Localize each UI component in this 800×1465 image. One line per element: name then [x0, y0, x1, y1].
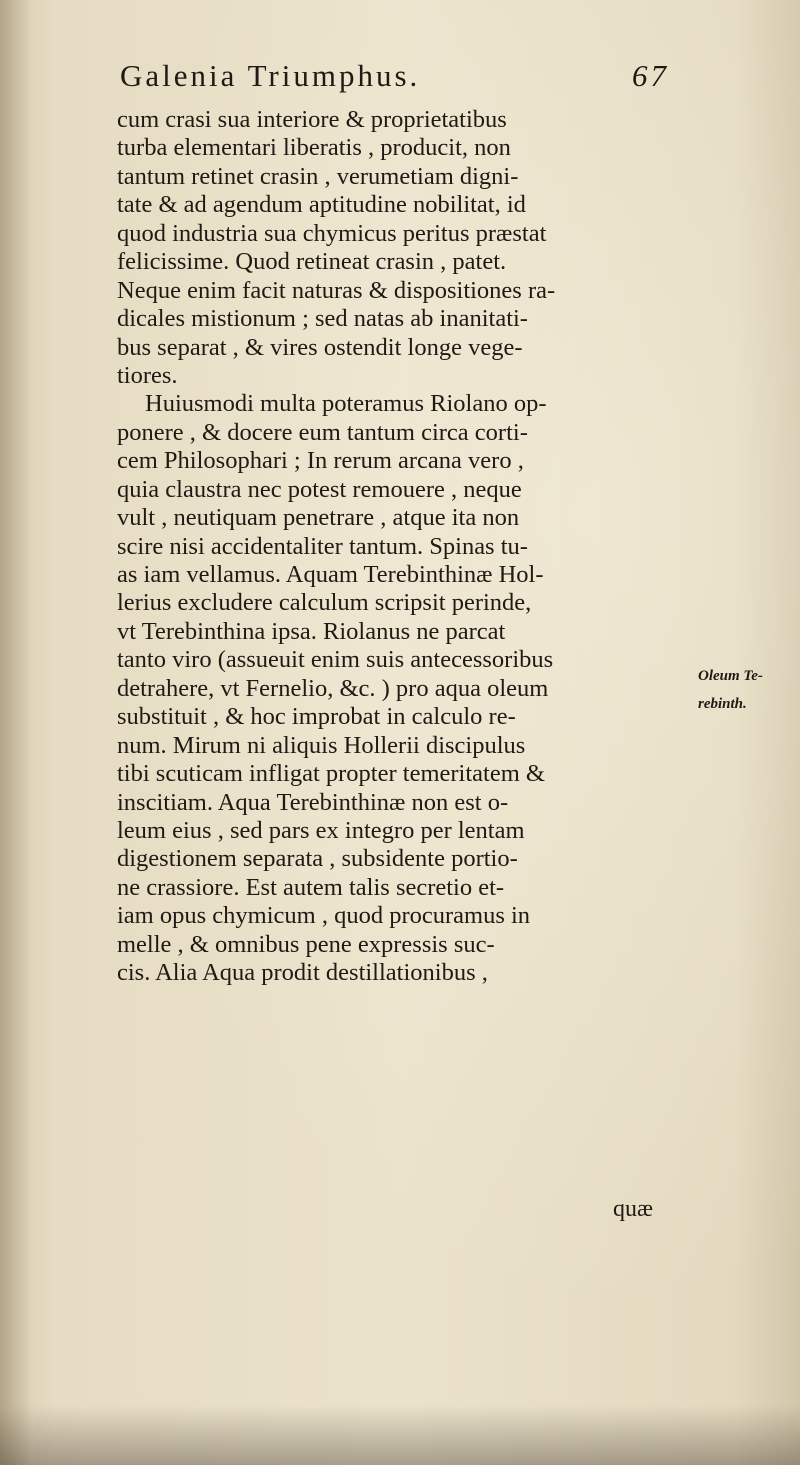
text-line: tibi scuticam infligat propter temeritatem &: [117, 760, 545, 788]
text-line: Neque enim facit naturas & dispositiones ra-: [117, 276, 556, 304]
text-line: as iam vellamus. Aquam Terebinthinæ Hol-: [117, 561, 544, 588]
marginal-note: [698, 662, 798, 718]
text-line: cis. Alia Aqua prodit destillationibus ,: [117, 959, 488, 987]
body-text: [117, 106, 637, 988]
text-line: tate & ad agendum aptitudine nobilitat, id: [117, 191, 526, 219]
text-line: quia claustra nec potest remouere , neque: [117, 475, 522, 503]
text-line: num. Mirum ni aliquis Hollerii discipulus: [117, 731, 526, 759]
text-line: vult , neutiquam penetrare , atque ita non: [117, 504, 520, 532]
text-line: vt Terebinthina ipsa. Riolanus ne parcat: [117, 617, 506, 645]
text-line: tantum retinet crasin , verumetiam digni-: [117, 162, 519, 190]
text-line: dicales mistionum ; sed natas ab inanitati-: [117, 305, 528, 333]
text-line: turba elementari liberatis , producit, non: [117, 134, 511, 162]
catchword: quæ: [613, 1196, 654, 1222]
text-line: lerius excludere calculum scripsit perinde,: [117, 589, 532, 617]
text-line: melle , & omnibus pene expressis suc-: [117, 930, 495, 958]
bottom-shadow: [0, 1405, 800, 1465]
text-line: leum eius , sed pars ex integro per lentam: [117, 816, 525, 844]
spine-shadow: [0, 0, 32, 1465]
text-line: cem Philosophari ; In rerum arcana vero ,: [117, 447, 524, 475]
text-line: bus separat , & vires ostendit longe vege-: [117, 333, 523, 361]
text-line: inscitiam. Aqua Terebinthinæ non est o-: [117, 788, 509, 816]
text-line: tanto viro (assueuit enim suis antecessoribus: [117, 646, 554, 674]
marginal-note-line: rebinth.: [698, 696, 747, 712]
text-line: iam opus chymicum , quod procuramus in: [117, 902, 531, 930]
text-line: ponere , & docere eum tantum circa corti-: [117, 418, 528, 446]
text-line: Huiusmodi multa poteramus Riolano op-: [145, 390, 547, 418]
text-line: detrahere, vt Fernelio, &c. ) pro aqua oleum: [117, 674, 549, 702]
text-line: scire nisi accidentaliter tantum. Spinas tu-: [117, 532, 528, 560]
page-number: 67: [632, 58, 669, 93]
marginal-note-line: Oleum Te-: [698, 668, 763, 684]
running-title: Galenia Triumphus.: [120, 58, 421, 93]
text-line: quod industria sua chymicus peritus præstat: [117, 219, 547, 247]
running-header: [120, 58, 720, 98]
text-line: ne crassiore. Est autem talis secretio et-: [117, 873, 505, 901]
text-line: felicissime. Quod retineat crasin , patet.: [117, 248, 507, 276]
text-line: cum crasi sua interiore & proprietatibus: [117, 106, 507, 133]
text-line: tiores.: [117, 361, 178, 389]
text-line: substituit , & hoc improbat in calculo re-: [117, 703, 516, 731]
text-line: digestionem separata , subsidente portio-: [117, 845, 518, 873]
